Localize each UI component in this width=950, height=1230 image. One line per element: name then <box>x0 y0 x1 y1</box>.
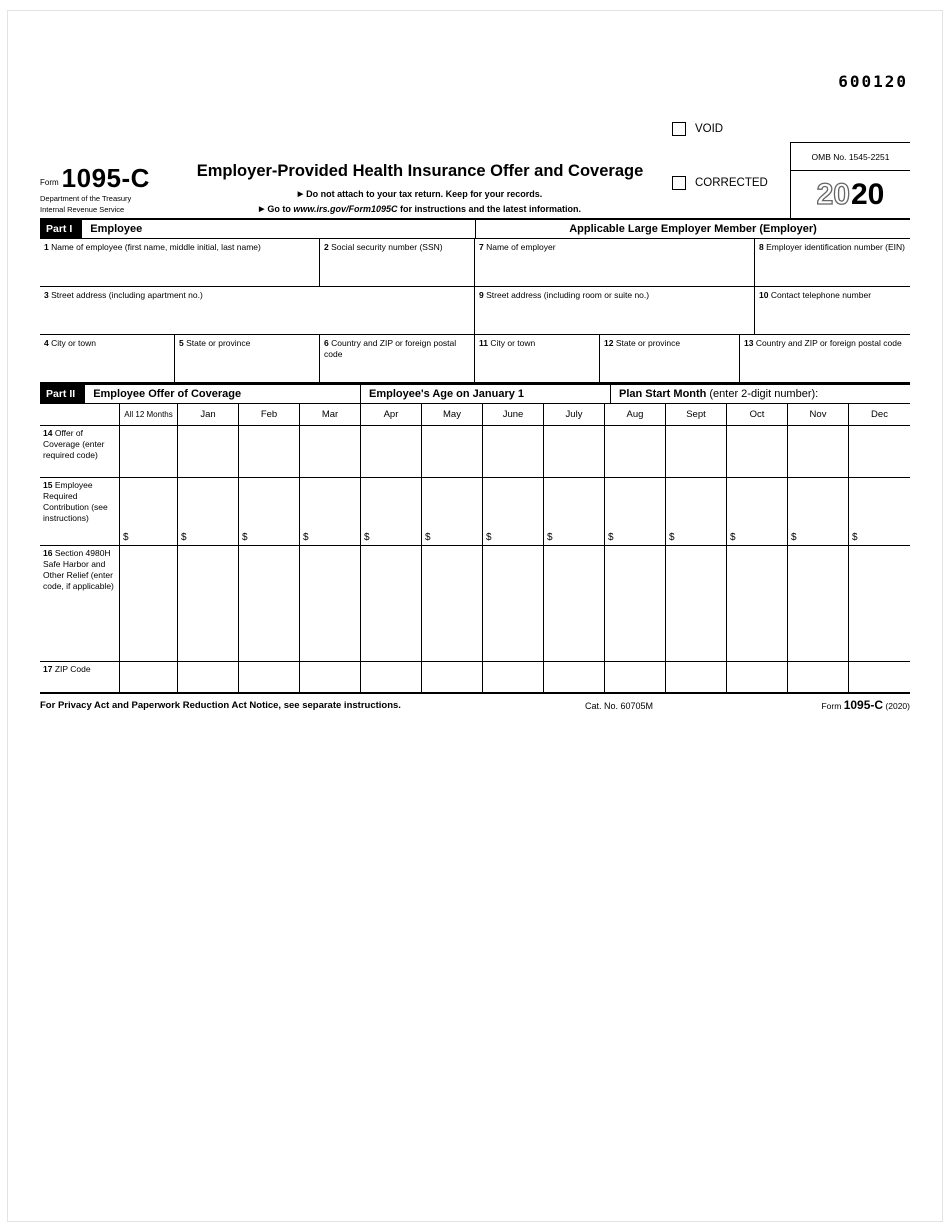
part2-row-15 <box>40 478 910 546</box>
part1-bar <box>40 218 910 239</box>
dollar-sign: $ <box>852 532 858 543</box>
row-15-cell-july[interactable] <box>544 478 605 546</box>
dollar-sign: $ <box>608 532 614 543</box>
row-15-cell-dec[interactable] <box>849 478 910 546</box>
row-16-cell-apr[interactable] <box>361 546 422 662</box>
column-header-apr: Apr <box>361 404 422 426</box>
row-15-label: 15 Employee Required Contribution (see instructions) <box>40 478 120 546</box>
dollar-sign: $ <box>303 532 309 543</box>
year-outline: 20 <box>816 177 850 211</box>
column-header-may: May <box>422 404 483 426</box>
tax-year <box>791 171 910 218</box>
part1-grid <box>40 239 910 383</box>
title-block <box>180 162 660 214</box>
row-15-cell-mar[interactable] <box>300 478 361 546</box>
row-17-cell-sept[interactable] <box>666 662 727 692</box>
part2-row-17 <box>40 662 910 692</box>
form-header <box>40 70 910 218</box>
row-16-cell-july[interactable] <box>544 546 605 662</box>
field-contact-phone[interactable]: 10 Contact telephone number <box>759 290 872 300</box>
form-id-block <box>40 165 180 215</box>
omb-number: OMB No. 1545-2251 <box>791 143 910 171</box>
part1-row-2 <box>40 287 910 335</box>
dept-treasury: Department of the Treasury <box>40 194 132 203</box>
field-employer-city[interactable]: 11 City or town <box>475 335 600 382</box>
row-17-cell-dec[interactable] <box>849 662 910 692</box>
column-header-mar: Mar <box>300 404 361 426</box>
row-16-cell-aug[interactable] <box>605 546 666 662</box>
part1-title: Employee <box>90 223 143 235</box>
row-16-cell-nov[interactable] <box>788 546 849 662</box>
part1-badge: Part I <box>40 220 82 238</box>
row-17-label: 17 ZIP Code <box>40 662 120 692</box>
field-employee-name[interactable]: 1 Name of employee (first name, middle initial, last name) <box>40 239 320 286</box>
dollar-sign: $ <box>425 532 431 543</box>
row-16-cell-feb[interactable] <box>239 546 300 662</box>
catalog-number: Cat. No. 60705M <box>585 701 654 711</box>
row-14-cell-all-12-months[interactable] <box>120 426 178 478</box>
column-header-sept: Sept <box>666 404 727 426</box>
column-header-july: July <box>544 404 605 426</box>
row-14-cell-feb[interactable] <box>239 426 300 478</box>
privacy-notice: For Privacy Act and Paperwork Reduction Act Notice, see separate instructions. <box>40 700 401 711</box>
part2-row-16 <box>40 546 910 662</box>
part2-badge: Part II <box>40 385 85 403</box>
row-17-cell-june[interactable] <box>483 662 544 692</box>
row-16-cell-oct[interactable] <box>727 546 788 662</box>
form-1095c <box>40 70 910 718</box>
field-employee-country-zip[interactable]: 6 Country and ZIP or foreign postal code <box>320 335 475 382</box>
dollar-sign: $ <box>364 532 370 543</box>
row-17-cell-mar[interactable] <box>300 662 361 692</box>
field-employer-state[interactable]: 12 State or province <box>600 335 740 382</box>
row-14-cell-apr[interactable] <box>361 426 422 478</box>
void-checkbox-row <box>672 122 723 136</box>
part1-row-1 <box>40 239 910 287</box>
row-17-cell-nov[interactable] <box>788 662 849 692</box>
dollar-sign: $ <box>730 532 736 543</box>
form-number: 1095-C <box>61 163 150 193</box>
field-employee-city[interactable]: 4 City or town <box>40 335 175 382</box>
field-ein[interactable]: 8 Employer identification number (EIN) <box>759 242 905 252</box>
irs-url: www.irs.gov/Form1095C <box>293 204 398 214</box>
dollar-sign: $ <box>181 532 187 543</box>
corrected-label: CORRECTED <box>695 177 768 189</box>
field-employer-country-zip[interactable]: 13 Country and ZIP or foreign postal code <box>744 338 902 348</box>
dollar-sign: $ <box>242 532 248 543</box>
row-15-cell-aug[interactable] <box>605 478 666 546</box>
row-14-cell-oct[interactable] <box>727 426 788 478</box>
corrected-checkbox-row <box>672 176 768 190</box>
part1-row-3 <box>40 335 910 383</box>
form-title: Employer-Provided Health Insurance Offer and Coverage <box>196 162 644 180</box>
dollar-sign: $ <box>547 532 553 543</box>
column-header-june: June <box>483 404 544 426</box>
part2-header-row <box>40 404 910 426</box>
column-header-feb: Feb <box>239 404 300 426</box>
column-header-oct: Oct <box>727 404 788 426</box>
part2-row-14 <box>40 426 910 478</box>
field-employer-street[interactable]: 9 Street address (including room or suite no.) <box>475 287 755 334</box>
row-16-cell-all-12-months[interactable] <box>120 546 178 662</box>
dollar-sign: $ <box>669 532 675 543</box>
row-17-cell-aug[interactable] <box>605 662 666 692</box>
row-14-cell-july[interactable] <box>544 426 605 478</box>
dept-irs: Internal Revenue Service <box>40 204 125 214</box>
column-header-nov: Nov <box>788 404 849 426</box>
void-label: VOID <box>695 123 724 135</box>
form-reference: Form 1095-C (2020) <box>821 698 910 712</box>
dollar-sign: $ <box>123 532 129 543</box>
row-16-cell-sept[interactable] <box>666 546 727 662</box>
row-16-cell-mar[interactable] <box>300 546 361 662</box>
row-14-cell-nov[interactable] <box>788 426 849 478</box>
corrected-checkbox[interactable] <box>672 176 686 190</box>
column-header-aug: Aug <box>605 404 666 426</box>
row-16-cell-jan[interactable] <box>178 546 239 662</box>
row-17-cell-oct[interactable] <box>727 662 788 692</box>
instruction-line-2: ▶ Go to www.irs.gov/Form1095C for instructions and the latest information. <box>180 204 660 214</box>
row-17-cell-july[interactable] <box>544 662 605 692</box>
row-15-cell-may[interactable] <box>422 478 483 546</box>
pointer-icon <box>298 189 306 199</box>
row-17-cell-jan[interactable] <box>178 662 239 692</box>
instruction-line-1: ▶ Do not attach to your tax return. Keep for your records. <box>180 189 660 199</box>
row-14-cell-sept[interactable] <box>666 426 727 478</box>
row-15-cell-feb[interactable] <box>239 478 300 546</box>
row-14-label: 14 Offer of Coverage (enter required code) <box>40 426 120 478</box>
part2-header-label-cell <box>40 404 120 426</box>
part2-age-title: Employee's Age on January 1 <box>360 385 524 403</box>
row-15-cell-apr[interactable] <box>361 478 422 546</box>
column-header-jan: Jan <box>178 404 239 426</box>
row-16-cell-dec[interactable] <box>849 546 910 662</box>
row-15-cell-oct[interactable] <box>727 478 788 546</box>
part2-plan-start-title: Plan Start Month (enter 2-digit number): <box>610 385 818 403</box>
row-14-cell-jan[interactable] <box>178 426 239 478</box>
row-14-cell-dec[interactable] <box>849 426 910 478</box>
dollar-sign: $ <box>486 532 492 543</box>
part2-bar <box>40 383 910 404</box>
row-16-cell-june[interactable] <box>483 546 544 662</box>
row-14-cell-june[interactable] <box>483 426 544 478</box>
field-employee-state[interactable]: 5 State or province <box>175 335 320 382</box>
row-15-cell-jan[interactable] <box>178 478 239 546</box>
row-14-cell-mar[interactable] <box>300 426 361 478</box>
row-15-cell-nov[interactable] <box>788 478 849 546</box>
row-14-cell-aug[interactable] <box>605 426 666 478</box>
row-17-cell-apr[interactable] <box>361 662 422 692</box>
row-16-label: 16 Section 4980H Safe Harbor and Other Relief (enter code, if applicable) <box>40 546 120 662</box>
row-15-cell-all-12-months[interactable] <box>120 478 178 546</box>
form-word: Form <box>40 178 59 187</box>
row-17-cell-feb[interactable] <box>239 662 300 692</box>
form-footer <box>40 700 910 718</box>
year-bold: 20 <box>851 177 885 211</box>
row-15-cell-june[interactable] <box>483 478 544 546</box>
dollar-sign: $ <box>791 532 797 543</box>
field-employee-street[interactable]: 3 Street address (including apartment no.) <box>40 287 475 334</box>
void-checkbox[interactable] <box>672 122 686 136</box>
part2-table <box>40 404 910 694</box>
column-header-dec: Dec <box>849 404 910 426</box>
column-header-all-12-months: All 12 Months <box>120 404 178 426</box>
field-employer-name[interactable]: 7 Name of employer <box>475 239 755 286</box>
part2-title: Employee Offer of Coverage <box>93 388 242 400</box>
row-17-cell-all-12-months[interactable] <box>120 662 178 692</box>
omb-block <box>790 142 910 218</box>
row-16-cell-may[interactable] <box>422 546 483 662</box>
scan-batch-code: 600120 <box>838 72 908 91</box>
row-14-cell-may[interactable] <box>422 426 483 478</box>
part1-employer-title: Applicable Large Employer Member (Employer) <box>475 220 910 238</box>
row-17-cell-may[interactable] <box>422 662 483 692</box>
row-15-cell-sept[interactable] <box>666 478 727 546</box>
field-ssn[interactable]: 2 Social security number (SSN) <box>320 239 475 286</box>
